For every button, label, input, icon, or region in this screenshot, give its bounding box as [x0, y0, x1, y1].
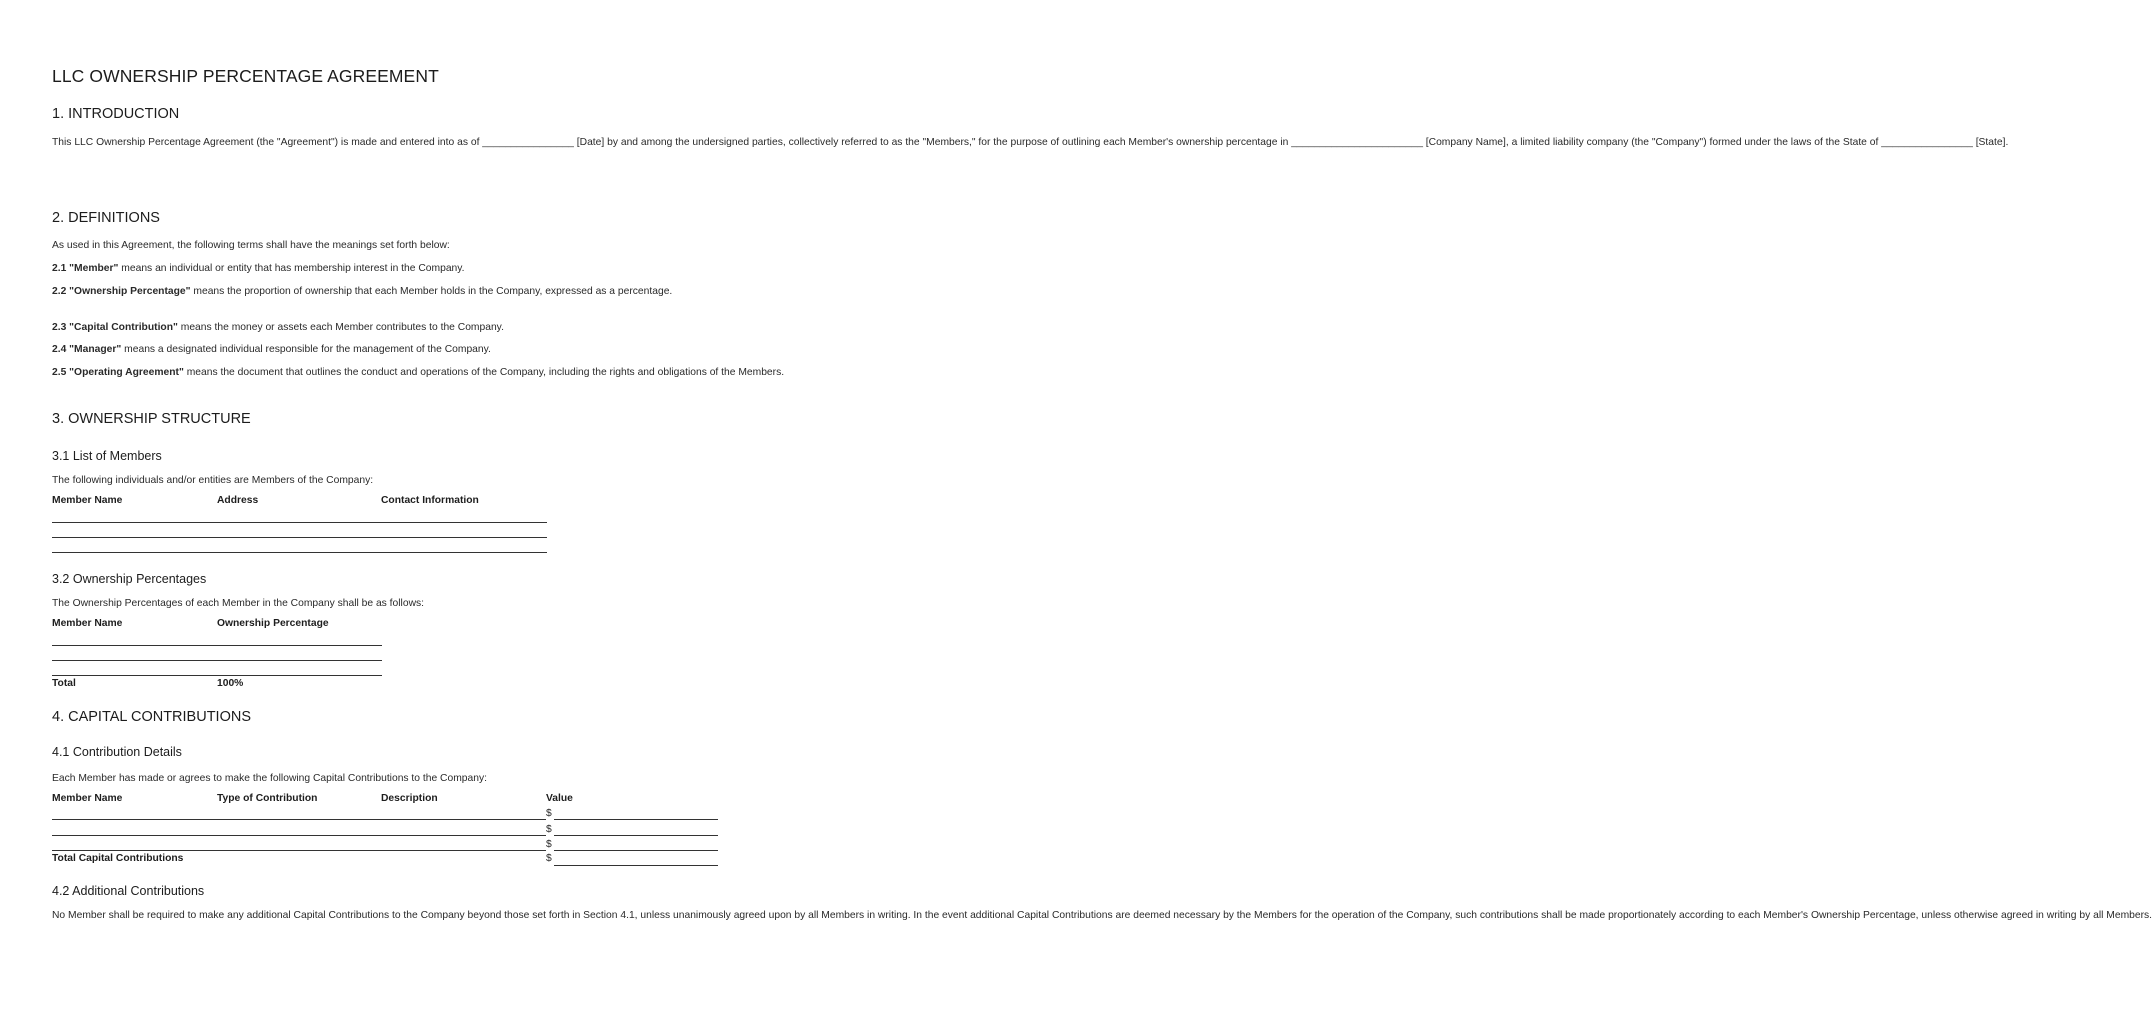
definition-text: means the money or assets each Member contributes to the Company.: [177, 322, 504, 333]
column-header-member-name: Member Name: [52, 793, 123, 804]
subsection-heading-additional-contributions: 4.2 Additional Contributions: [52, 884, 205, 898]
value-blank: [554, 835, 718, 836]
definition-term: 2.4 "Manager": [52, 344, 122, 355]
definition-term: 2.3 "Capital Contribution": [52, 322, 178, 333]
members-table-header: [52, 495, 552, 509]
members-table-row-blank: [52, 552, 547, 553]
definition-text: means a designated individual responsible for the management of the Company.: [121, 344, 491, 355]
column-header-value: Value: [546, 793, 573, 804]
ownership-percentages-lead: The Ownership Percentages of each Member in the Company shall be as follows:: [52, 598, 425, 609]
definition-text: means the proportion of ownership that each Member holds in the Company, expressed as a percentage.: [190, 286, 673, 297]
subsection-heading-contribution-details: 4.1 Contribution Details: [52, 745, 182, 759]
section-heading-introduction: 1. INTRODUCTION: [52, 106, 180, 122]
column-header-member-name: Member Name: [52, 618, 123, 629]
document-title: LLC OWNERSHIP PERCENTAGE AGREEMENT: [52, 66, 439, 86]
definition-text: means an individual or entity that has membership interest in the Company.: [118, 263, 465, 274]
column-header-type-of-contribution: Type of Contribution: [217, 793, 318, 804]
members-table-row-blank: [52, 537, 547, 538]
column-header-contact-information: Contact Information: [381, 495, 479, 506]
percentages-table-total-row: [52, 678, 392, 692]
column-header-description: Description: [381, 793, 438, 804]
definition-text: means the document that outlines the conduct and operations of the Company, including the rights and obligations of the Members.: [183, 367, 785, 378]
definition-manager: [52, 342, 712, 357]
percentages-table-header: [52, 618, 392, 632]
subsection-heading-ownership-percentages: 3.2 Ownership Percentages: [52, 572, 207, 586]
definition-term: 2.5 "Operating Agreement": [52, 367, 184, 378]
total-label: Total: [52, 678, 76, 689]
percentages-table-row-blank: [52, 660, 382, 661]
list-of-members-lead: The following individuals and/or entities are Members of the Company:: [52, 475, 374, 486]
percentages-table-row-blank: [52, 675, 382, 676]
currency-symbol: $: [546, 824, 552, 835]
contributions-table-row-blank: [52, 835, 546, 836]
contribution-details-lead: Each Member has made or agrees to make the following Capital Contributions to the Company:: [52, 773, 487, 784]
additional-contributions-paragraph: No Member shall be required to make any additional Capital Contributions to the Company beyond those set forth in Section 4.1, unless unanimously agreed upon by all Members in writing. In the event additional Capital Contributions are deemed necessary by the Members for the operation of the Company, such contributions shall be made proportionately according to each Member's Ownership Percentage, unless otherwise agreed in writing by all Members.: [52, 910, 2152, 921]
definition-term: 2.2 "Ownership Percentage": [52, 286, 191, 297]
value-blank: [554, 819, 718, 820]
members-table-row-blank: [52, 522, 547, 523]
total-capital-contributions-label: Total Capital Contributions: [52, 853, 184, 864]
introduction-paragraph: This LLC Ownership Percentage Agreement (the "Agreement") is made and entered into as of ________________ [Date] by and among the undersigned parties, collectively referred to as the "Members," for the purpose of outlining each Member's ownership percentage in _______________________ [Company Name], a limited liability company (the "Company") formed under the laws of the State of ________________ [State].: [52, 137, 2009, 148]
total-percentage-value: 100%: [217, 678, 244, 689]
definition-operating-agreement: [52, 365, 785, 380]
total-value-blank: [554, 865, 718, 866]
column-header-ownership-percentage: Ownership Percentage: [217, 618, 329, 629]
contributions-table-header: [52, 793, 722, 807]
section-heading-definitions: 2. DEFINITIONS: [52, 210, 160, 226]
contributions-table-row-blank: [52, 850, 546, 851]
definition-member: [52, 261, 712, 276]
section-heading-capital-contributions: 4. CAPITAL CONTRIBUTIONS: [52, 709, 251, 725]
percentages-table-row-blank: [52, 645, 382, 646]
definition-capital-contribution: [52, 320, 712, 335]
contributions-table-row-blank: [52, 819, 546, 820]
column-header-member-name: Member Name: [52, 495, 123, 506]
currency-symbol: $: [546, 808, 552, 819]
currency-symbol: $: [546, 853, 552, 864]
definition-ownership-percentage: [52, 284, 712, 299]
subsection-heading-list-of-members: 3.1 List of Members: [52, 449, 162, 463]
value-blank: [554, 850, 718, 851]
contributions-table-total-row: [52, 853, 542, 867]
column-header-address: Address: [217, 495, 259, 506]
definitions-lead: As used in this Agreement, the following terms shall have the meanings set forth below:: [52, 240, 450, 251]
currency-symbol: $: [546, 839, 552, 850]
definition-term: 2.1 "Member": [52, 263, 119, 274]
section-heading-ownership-structure: 3. OWNERSHIP STRUCTURE: [52, 411, 251, 427]
